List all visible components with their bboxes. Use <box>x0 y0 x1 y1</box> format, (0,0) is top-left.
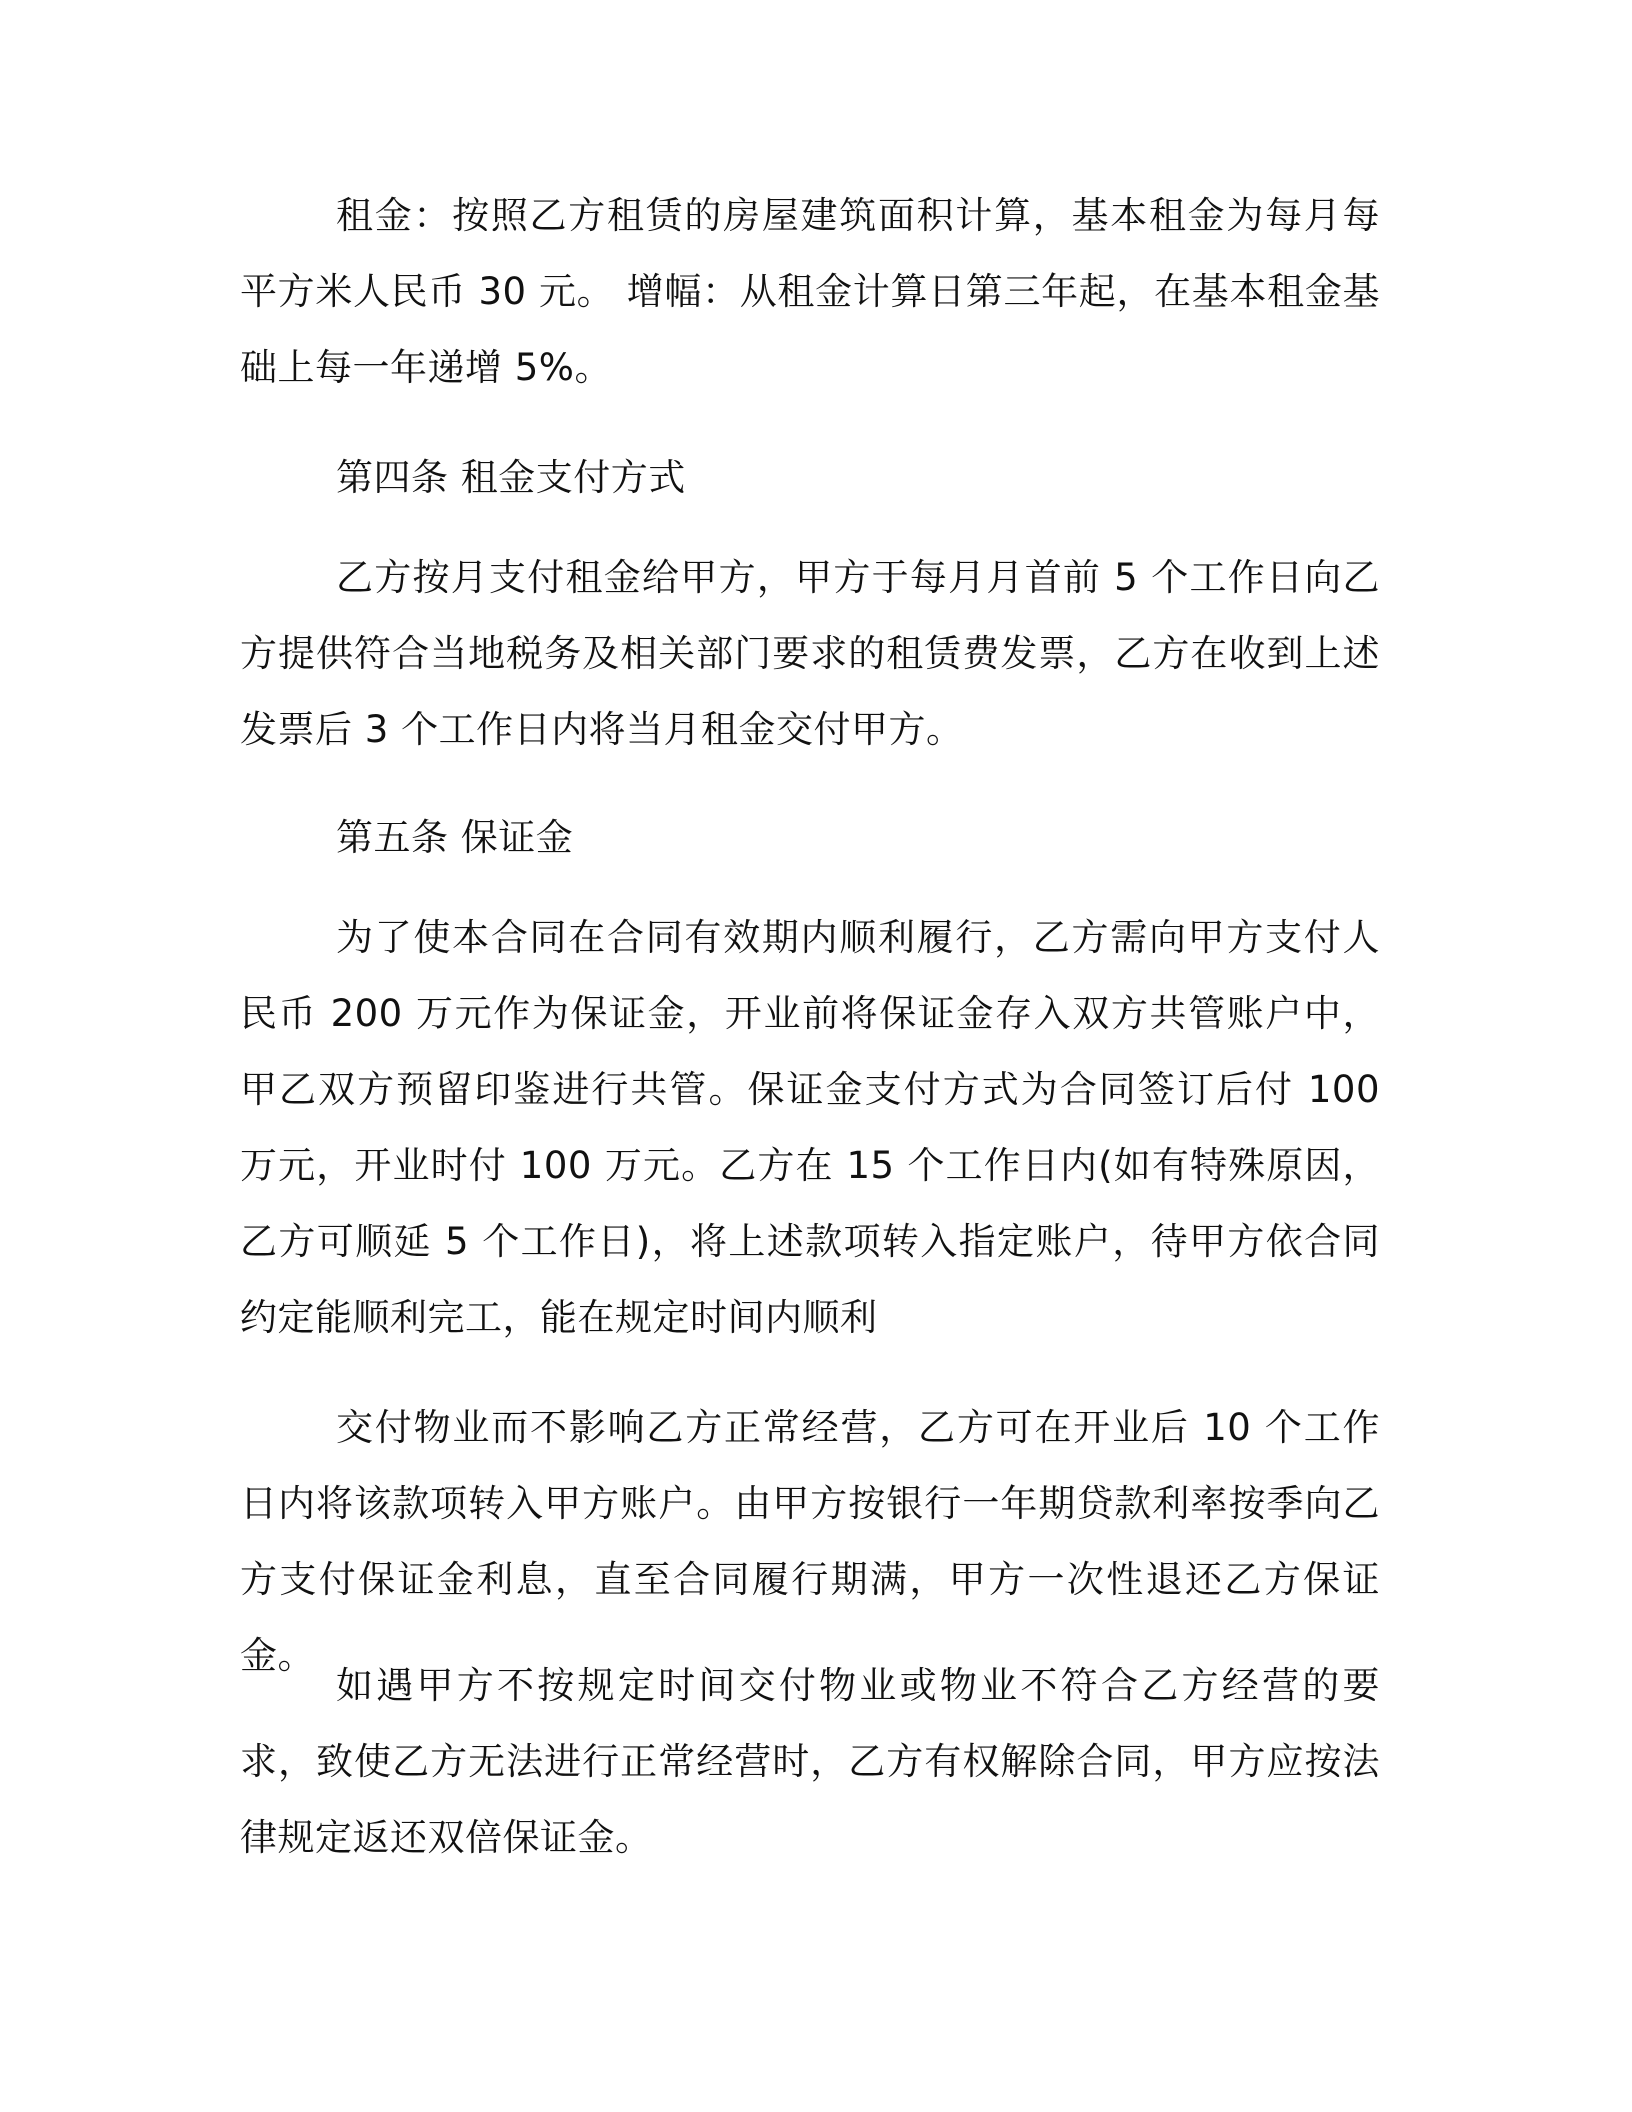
rent-paragraph: 租金：按照乙方租赁的房屋建筑面积计算，基本租金为每月每平方米人民币 30 元。 增幅：从租金计算日第三年起，在基本租金基础上每一年递增 5%。 <box>240 194 1380 389</box>
deposit-paragraph-3: 如遇甲方不按规定时间交付物业或物业不符合乙方经营的要求，致使乙方无法进行正常经营时，乙方有权解除合同，甲方应按法律规定返还双倍保证金。 <box>240 1664 1380 1859</box>
payment-paragraph: 乙方按月支付租金给甲方，甲方于每月月首前 5 个工作日向乙方提供符合当地税务及相关部门要求的租赁费发票，乙方在收到上述发票后 3 个工作日内将当月租金交付甲方。 <box>240 556 1380 751</box>
deposit-paragraph-1: 为了使本合同在合同有效期内顺利履行，乙方需向甲方支付人民币 200 万元作为保证金，开业前将保证金存入双方共管账户中，甲乙双方预留印鉴进行共管。保证金支付方式为合同签订后付 100 万元，开业时付 100 万元。乙方在 15 个工作日内(如有特殊原因，乙方可顺延 5 个工作日)，将上述款项转入指定账户，待甲方依合同约定能顺利完工，能在规定时间内顺利 <box>240 916 1380 1339</box>
deposit-paragraph-2: 交付物业而不影响乙方正常经营，乙方可在开业后 10 个工作日内将该款项转入甲方账户。由甲方按银行一年期贷款利率按季向乙方支付保证金利息，直至合同履行期满，甲方一次性退还乙方保证金。 <box>240 1406 1380 1677</box>
article-4-heading: 第四条 租金支付方式 <box>336 456 686 499</box>
article-5-heading: 第五条 保证金 <box>336 816 574 859</box>
